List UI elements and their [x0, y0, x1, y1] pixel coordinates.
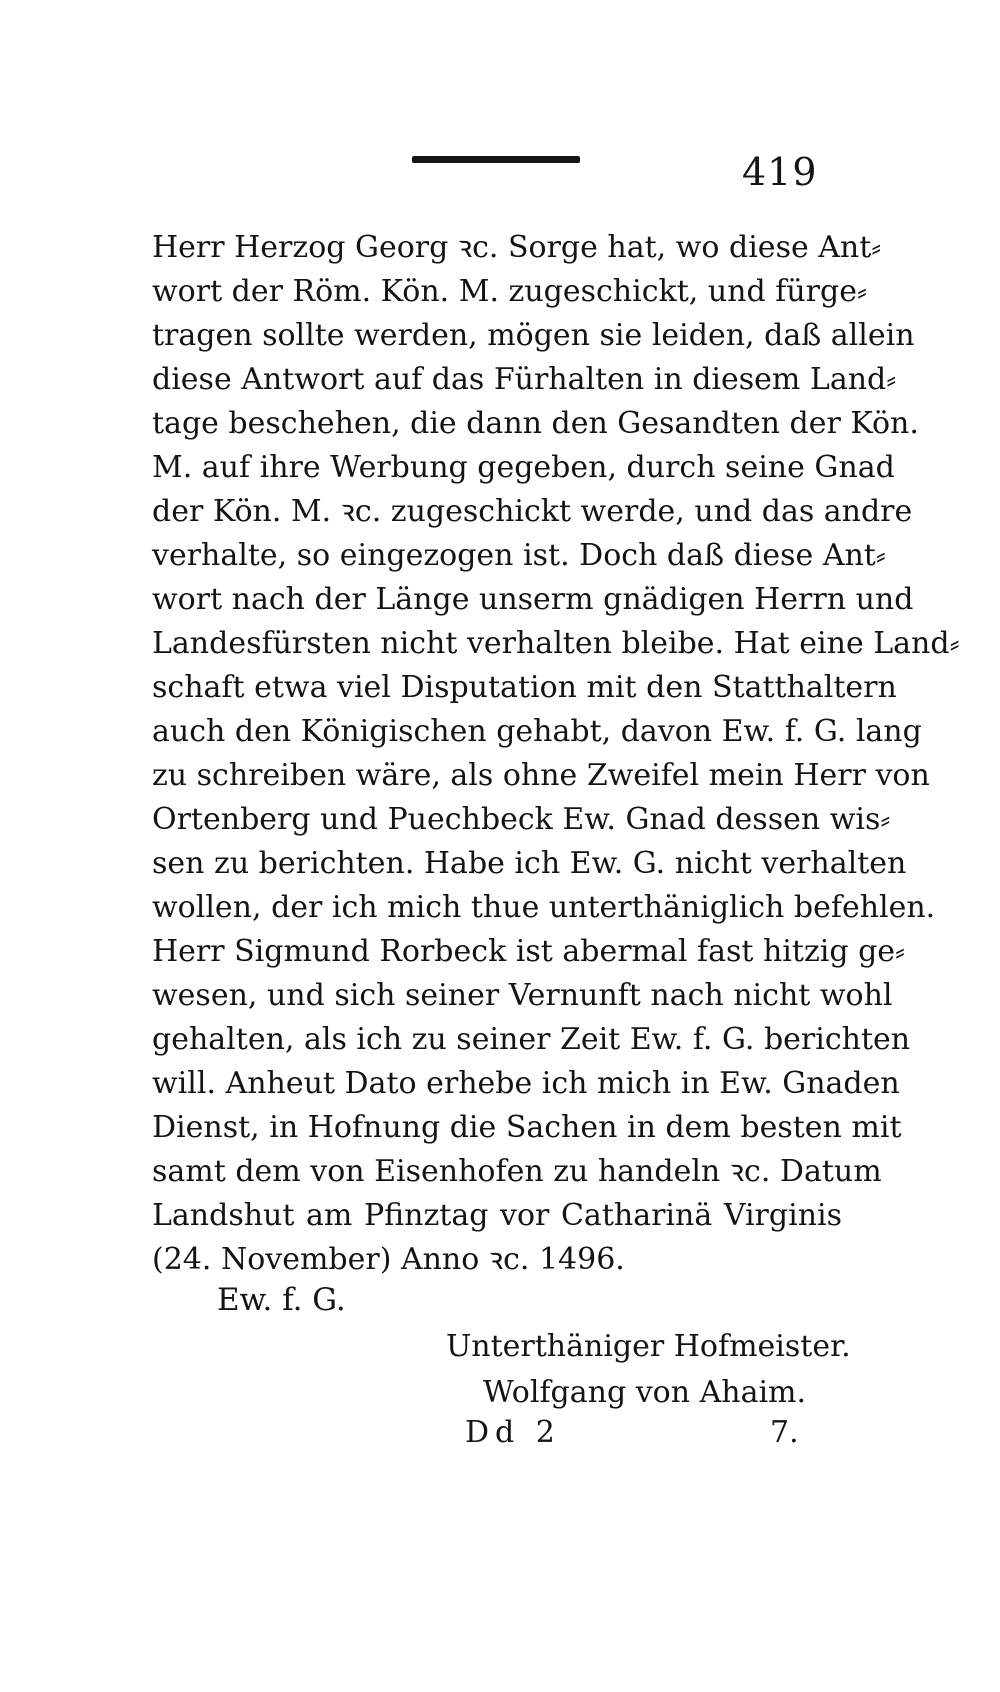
body-text — [152, 226, 960, 1282]
page-number: 419 — [742, 150, 818, 194]
header-rule — [412, 156, 580, 163]
text-line: (24. November) Anno ꝛc. 1496. — [152, 1242, 625, 1277]
signature-block — [446, 1324, 851, 1416]
text-line: Dienst, in Hofnung die Sachen in dem besten mit — [152, 1110, 902, 1145]
signature-name: Wolfgang von Ahaim. — [483, 1375, 807, 1410]
text-line: zu schreiben wäre, als ohne Zweifel mein Herr von — [152, 758, 930, 793]
text-line: tragen sollte werden, mögen sie leiden, daß allein — [152, 318, 915, 353]
closing-salutation: Ew. f. G. — [217, 1282, 346, 1318]
text-line: Landesfürsten nicht verhalten bleibe. Hat eine Land⸗ — [152, 626, 960, 661]
text-line: Landshut am Pfinztag vor Catharinä Virginis — [152, 1198, 842, 1233]
text-line: gehalten, als ich zu seiner Zeit Ew. f. G. berichten — [152, 1022, 911, 1057]
text-line: M. auf ihre Werbung gegeben, durch seine Gnad — [152, 450, 895, 485]
text-line: wort nach der Länge unserm gnädigen Herrn und — [152, 582, 914, 617]
text-line: schaft etwa viel Disputation mit den Statthaltern — [152, 670, 897, 705]
text-line: wort der Röm. Kön. M. zugeschickt, und fürge⸗ — [152, 274, 867, 309]
catchword: 7. — [770, 1415, 799, 1450]
text-line: wollen, der ich mich thue unterthäniglich befehlen. — [152, 890, 936, 925]
text-line: auch den Königischen gehabt, davon Ew. f. G. lang — [152, 714, 922, 749]
text-line: Herr Herzog Georg ꝛc. Sorge hat, wo diese Ant⸗ — [152, 230, 882, 265]
text-line: Ortenberg und Puechbeck Ew. Gnad dessen wis⸗ — [152, 802, 891, 837]
text-line: tage beschehen, die dann den Gesandten der Kön. — [152, 406, 919, 441]
text-line: verhalte, so eingezogen ist. Doch daß diese Ant⸗ — [152, 538, 886, 573]
signature-mark: Dd 2 — [465, 1415, 561, 1450]
text-line: der Kön. M. ꝛc. zugeschickt werde, und das andre — [152, 494, 913, 529]
text-line: Herr Sigmund Rorbeck ist abermal fast hitzig ge⸗ — [152, 934, 906, 969]
text-line: diese Antwort auf das Fürhalten in diesem Land⸗ — [152, 362, 897, 397]
signature-title: Unterthäniger Hofmeister. — [446, 1329, 851, 1364]
text-line: samt dem von Eisenhofen zu handeln ꝛc. Datum — [152, 1154, 882, 1189]
text-line: wesen, und sich seiner Vernunft nach nicht wohl — [152, 978, 893, 1013]
text-line: sen zu berichten. Habe ich Ew. G. nicht verhalten — [152, 846, 907, 881]
text-line: will. Anheut Dato erhebe ich mich in Ew. Gnaden — [152, 1066, 900, 1101]
